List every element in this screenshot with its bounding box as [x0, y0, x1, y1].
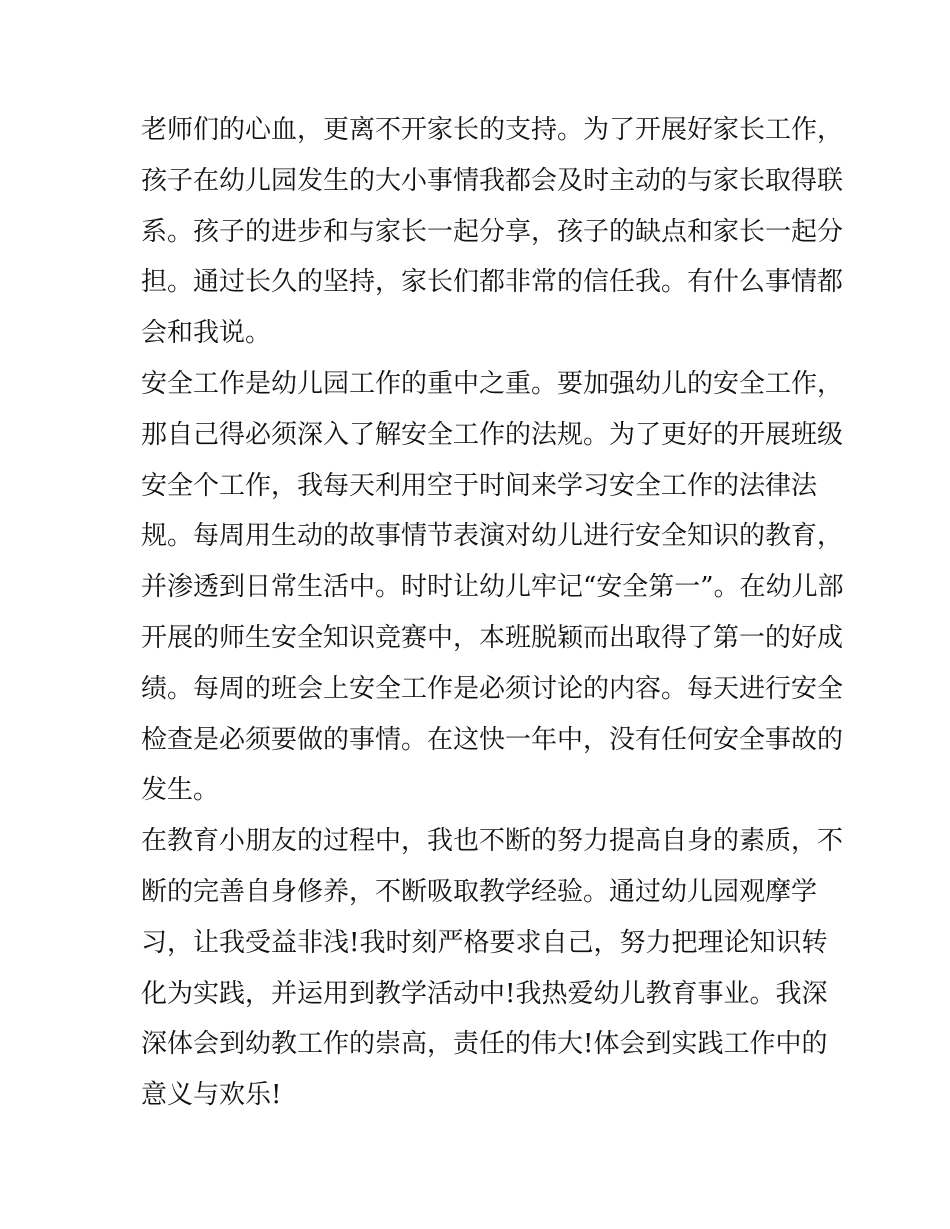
text-line: 检查是必须要做的事情。在这快一年中，没有任何安全事故的 — [141, 724, 844, 755]
text-line: 深体会到幼教工作的崇高，责任的伟大!体会到实践工作中的 — [141, 1029, 828, 1060]
text-line: 习，让我受益非浅!我时刻严格要求自己，努力把理论知识转 — [141, 927, 828, 958]
text-line: 担。通过长久的坚持，家长们都非常的信任我。有什么事情都 — [141, 267, 844, 298]
text-line: 老师们的心血，更离不开家长的支持。为了开展好家长工作， — [141, 115, 844, 145]
text-line: 开展的师生安全知识竞赛中，本班脱颖而出取得了第一的好成 — [141, 622, 844, 653]
text-line: 安全个工作，我每天利用空于时间来学习安全工作的法律法 — [141, 470, 818, 501]
text-line: 规。每周用生动的故事情节表演对幼儿进行安全知识的教育， — [141, 521, 844, 552]
text-line: 发生。 — [141, 775, 220, 806]
text-line: 意义与欢乐! — [141, 1080, 282, 1111]
text-line: 化为实践，并运用到教学活动中!我热爱幼儿教育事业。我深 — [141, 978, 828, 1009]
text-line: 在教育小朋友的过程中，我也不断的努力提高自身的素质，不 — [141, 826, 844, 857]
text-line: 会和我说。 — [141, 318, 272, 349]
text-line: 那自己得必须深入了解安全工作的法规。为了更好的开展班级 — [141, 419, 844, 450]
text-line: 孩子在幼儿园发生的大小事情我都会及时主动的与家长取得联 — [141, 165, 844, 196]
text-line: 安全工作是幼儿园工作的重中之重。要加强幼儿的安全工作， — [141, 368, 844, 399]
text-line: 并渗透到日常生活中。时时让幼儿牢记“安全第一”。在幼儿部 — [141, 572, 844, 603]
text-line: 断的完善自身修养，不断吸取教学经验。通过幼儿园观摩学 — [141, 876, 818, 907]
text-line: 绩。每周的班会上安全工作是必须讨论的内容。每天进行安全 — [141, 673, 844, 704]
text-line: 系。孩子的进步和与家长一起分享，孩子的缺点和家长一起分 — [141, 216, 844, 247]
body-text — [141, 105, 844, 1121]
